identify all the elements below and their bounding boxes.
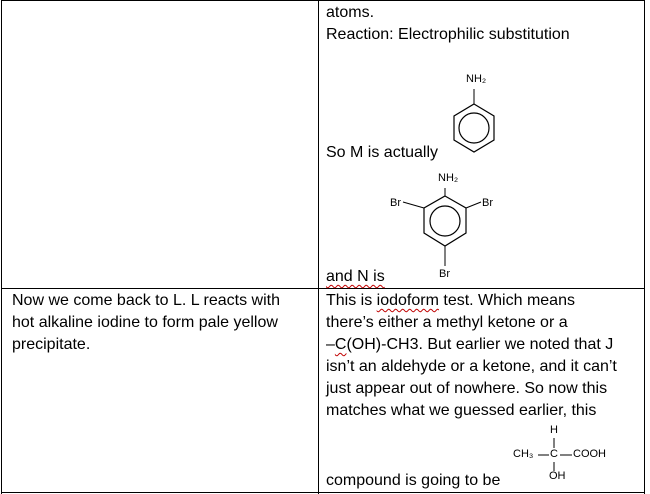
right-text-line-1: This is iodoform test. Which means bbox=[326, 292, 575, 309]
right-text-line-5: just appear out of nowhere. So now this bbox=[326, 380, 608, 397]
tba-br-right-label: Br bbox=[482, 197, 493, 209]
acid-ch3-label: CH₃ bbox=[513, 448, 534, 460]
left-text-line-3: precipitate. bbox=[12, 336, 91, 353]
text-reaction: Reaction: Electrophilic substitution bbox=[326, 26, 570, 43]
tba-br-left-label: Br bbox=[390, 197, 401, 209]
right-text-line-6: matches what we guessed earlier, this bbox=[326, 402, 597, 419]
acid-cooh-label: COOH bbox=[573, 448, 606, 460]
right-text-line-7: compound is going to be bbox=[326, 472, 501, 489]
acid-oh-label: OH bbox=[549, 470, 566, 482]
tba-nh2-label: NH₂ bbox=[438, 172, 459, 184]
text-m-actually: So M is actually bbox=[326, 144, 439, 161]
right-text-line-4: isn’t an aldehyde or a ketone, and it can’t bbox=[326, 358, 617, 375]
tba-br-bottom-label: Br bbox=[439, 268, 450, 280]
right-text-line-3: –C(OH)-CH3. But earlier we noted that J bbox=[326, 336, 614, 353]
text-atoms: atoms. bbox=[326, 4, 375, 21]
left-text-line-2: hot alkaline iodine to form pale yellow bbox=[12, 314, 278, 331]
acid-c-label: C bbox=[550, 448, 558, 460]
aniline-nh2-label: NH₂ bbox=[466, 73, 487, 85]
text-n-is: and N is bbox=[326, 268, 385, 285]
left-text-line-1: Now we come back to L. L reacts with bbox=[12, 292, 280, 309]
right-text-line-2: there’s either a methyl ketone or a bbox=[326, 314, 568, 331]
acid-h-label: H bbox=[550, 424, 558, 436]
